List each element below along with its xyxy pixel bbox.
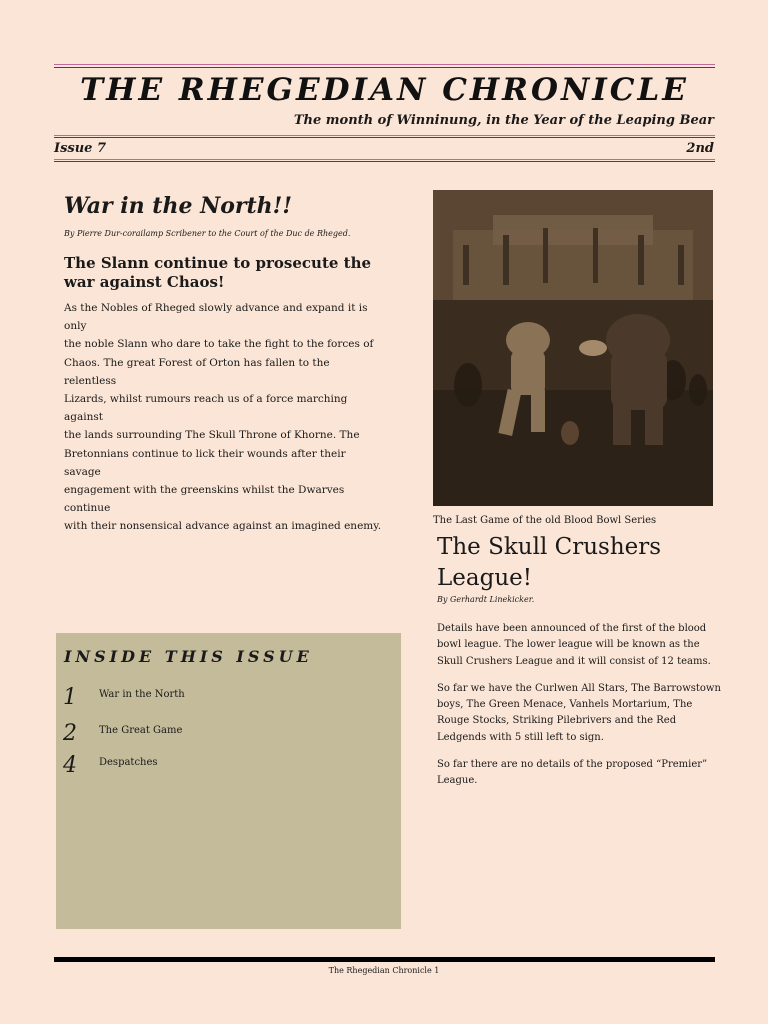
inside-this-issue-box [56, 633, 401, 929]
lead-body-line: Chaos. The great Forest of Orton has fallen to the relentless [64, 356, 330, 387]
toc-item-label[interactable]: Despatches [99, 757, 158, 768]
issue-bottom-rule-blue [54, 161, 715, 162]
newspaper-title: THE RHEGEDIAN CHRONICLE [80, 72, 689, 108]
masthead-top-rule-pink [54, 64, 715, 65]
issue-number: Issue 7 [54, 141, 107, 156]
second-body-paragraph: Details have been announced of the first of the blood bowl league. The lower league will be known as the Skull Crushers League and it will consist of 12 teams. [437, 623, 711, 667]
footer-rule [54, 957, 715, 962]
lead-body-line: Bretonnians continue to lick their wounds after their savage [64, 447, 346, 478]
toc-item-label[interactable]: War in the North [99, 689, 185, 700]
lead-body-line: engagement with the greenskins whilst the Dwarves continue [64, 484, 345, 515]
lead-byline: By Pierre Dur-corailamp Scribener to the Court of the Duc de Rheged. [64, 229, 351, 238]
second-body [437, 621, 722, 801]
issue-top-rule-blue [54, 137, 715, 138]
second-byline: By Gerhardt Linekicker. [437, 595, 535, 604]
masthead-top-rule-blue [54, 67, 715, 68]
issue-bottom-rule-pink [54, 159, 715, 160]
edition-label: 2nd [686, 141, 714, 156]
lead-subhead: The Slann continue to prosecute the war against Chaos! [64, 254, 372, 291]
footer-text: The Rhegedian Chronicle 1 [328, 966, 440, 975]
second-headline: The Skull Crushers League! [437, 534, 662, 591]
lead-body-line: As the Nobles of Rheged slowly advance and expand it is only [64, 302, 368, 333]
issue-top-rule-pink [54, 135, 715, 136]
toc-page-number: 4 [63, 753, 77, 778]
toc-page-number: 2 [63, 721, 77, 746]
blood-bowl-photo [433, 190, 713, 506]
lead-body-line: Lizards, whilst rumours reach us of a force marching against [64, 393, 348, 424]
lead-body-line: the lands surrounding The Skull Throne of Khorne. The [64, 429, 360, 442]
lead-headline: War in the North!! [64, 193, 292, 219]
lead-body-line: with their nonsensical advance against an imagined enemy. [64, 520, 382, 533]
photo-caption: The Last Game of the old Blood Bowl Series [433, 515, 657, 526]
photo-illustration [433, 190, 713, 506]
lead-body-line: the noble Slann who dare to take the fight to the forces of [64, 338, 374, 351]
dateline: The month of Winninung, in the Year of the Leaping Bear [293, 113, 714, 128]
second-body-paragraph: So far we have the Curlwen All Stars, The Barrowstown boys, The Green Menace, Vanhels Mortarium, The Rouge Stocks, Striking Pilebrivers and the Red Ledgends with 5 still left to sign. [437, 682, 721, 743]
inside-this-issue-title: INSIDE THIS ISSUE [64, 647, 313, 666]
lead-body [64, 299, 384, 536]
toc-item-label[interactable]: The Great Game [99, 725, 183, 736]
toc-page-number: 1 [63, 685, 77, 710]
second-body-paragraph: So far there are no details of the proposed “Premier” League. [437, 759, 708, 787]
